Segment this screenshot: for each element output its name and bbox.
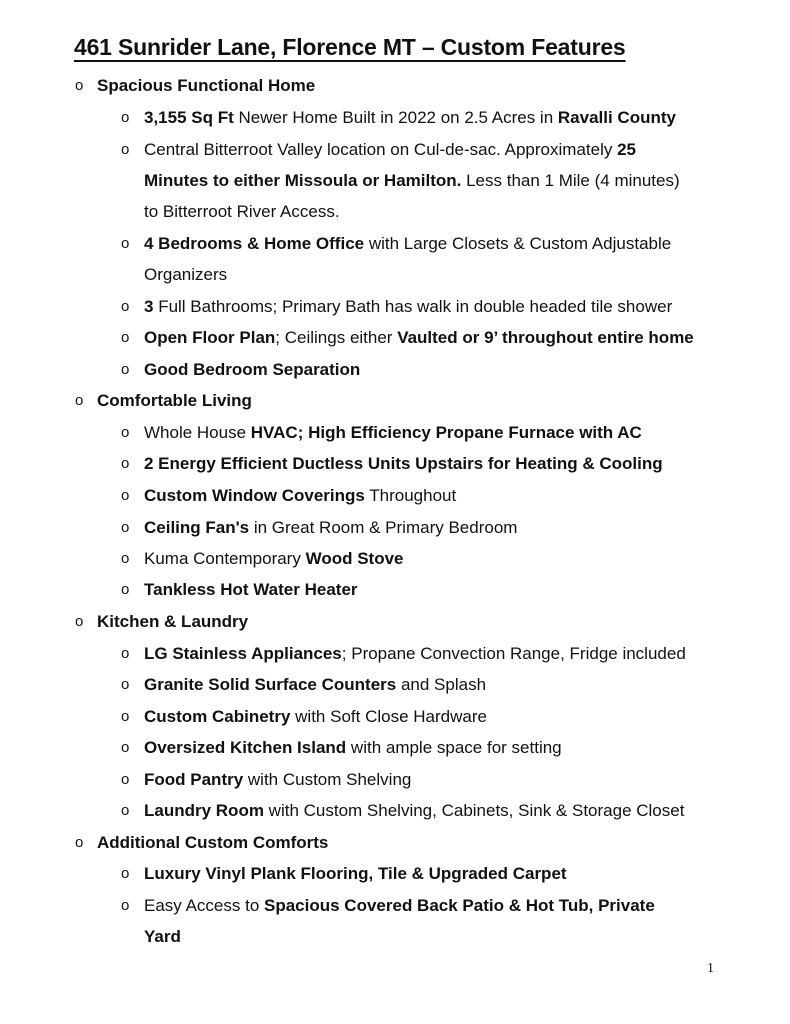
list-item: o 3 Full Bathrooms; Primary Bath has walk in double headed tile shower — [144, 291, 672, 322]
page-number: 1 — [707, 961, 714, 976]
list-item: o Laundry Room with Custom Shelving, Cabinets, Sink & Storage Closet — [144, 795, 684, 826]
list-item: o Luxury Vinyl Plank Flooring, Tile & Upgraded Carpet — [144, 858, 567, 889]
bullet-marker: o — [121, 519, 130, 536]
section-heading: o Comfortable Living — [97, 385, 252, 416]
bullet-marker: o — [121, 708, 130, 725]
bullet-marker: o — [121, 329, 130, 346]
bullet-marker: o — [121, 739, 130, 756]
document-title: 461 Sunrider Lane, Florence MT – Custom Features — [74, 34, 626, 60]
list-item: o 4 Bedrooms & Home Office with Large Closets & Custom Adjustable — [144, 228, 671, 259]
bullet-marker: o — [121, 802, 130, 819]
list-item: o Open Floor Plan; Ceilings either Vaulted or 9’ throughout entire home — [144, 322, 694, 353]
bullet-marker: o — [121, 645, 130, 662]
bullet-marker: o — [75, 392, 84, 409]
bullet-marker: o — [75, 77, 84, 94]
list-item: o Food Pantry with Custom Shelving — [144, 764, 411, 795]
bullet-marker: o — [121, 897, 130, 914]
bullet-marker: o — [121, 109, 130, 126]
list-item: o Ceiling Fan's in Great Room & Primary Bedroom — [144, 512, 517, 543]
list-item: o Kuma Contemporary Wood Stove — [144, 543, 404, 574]
list-item: o Good Bedroom Separation — [144, 354, 360, 385]
section-heading: o Additional Custom Comforts — [97, 827, 328, 858]
bullet-marker: o — [121, 455, 130, 472]
list-item: o Oversized Kitchen Island with ample space for setting — [144, 732, 562, 763]
section-heading: o Kitchen & Laundry — [97, 606, 248, 637]
list-item: o 3,155 Sq Ft Newer Home Built in 2022 on 2.5 Acres in Ravalli County — [144, 102, 676, 133]
bullet-marker: o — [121, 676, 130, 693]
list-item-continuation: Yard — [144, 927, 181, 946]
section-heading: o Spacious Functional Home — [97, 70, 315, 101]
list-item-continuation: Organizers — [144, 265, 228, 284]
bullet-marker: o — [121, 424, 130, 441]
list-item: o Tankless Hot Water Heater — [144, 574, 358, 605]
bullet-marker: o — [75, 834, 84, 851]
list-item: o 2 Energy Efficient Ductless Units Upstairs for Heating & Cooling — [144, 448, 663, 479]
bullet-marker: o — [121, 141, 130, 158]
bullet-marker: o — [121, 865, 130, 882]
bullet-marker: o — [121, 235, 130, 252]
bullet-marker: o — [121, 771, 130, 788]
list-item: o Whole House HVAC; High Efficiency Propane Furnace with AC — [144, 417, 642, 448]
list-item: o Custom Window Coverings Throughout — [144, 480, 456, 511]
list-item: o Central Bitterroot Valley location on Cul-de-sac. Approximately 25 — [144, 134, 636, 165]
bullet-marker: o — [121, 487, 130, 504]
bullet-marker: o — [121, 581, 130, 598]
list-item-continuation: Minutes to either Missoula or Hamilton. Less than 1 Mile (4 minutes) — [144, 171, 680, 190]
list-item: o LG Stainless Appliances; Propane Convection Range, Fridge included — [144, 638, 686, 669]
list-item: o Custom Cabinetry with Soft Close Hardware — [144, 701, 487, 732]
bullet-marker: o — [121, 550, 130, 567]
bullet-marker: o — [121, 361, 130, 378]
bullet-marker: o — [75, 613, 84, 630]
list-item-continuation: to Bitterroot River Access. — [144, 202, 340, 221]
list-item: o Granite Solid Surface Counters and Splash — [144, 669, 486, 700]
bullet-marker: o — [121, 298, 130, 315]
list-item: o Easy Access to Spacious Covered Back Patio & Hot Tub, Private — [144, 890, 655, 921]
